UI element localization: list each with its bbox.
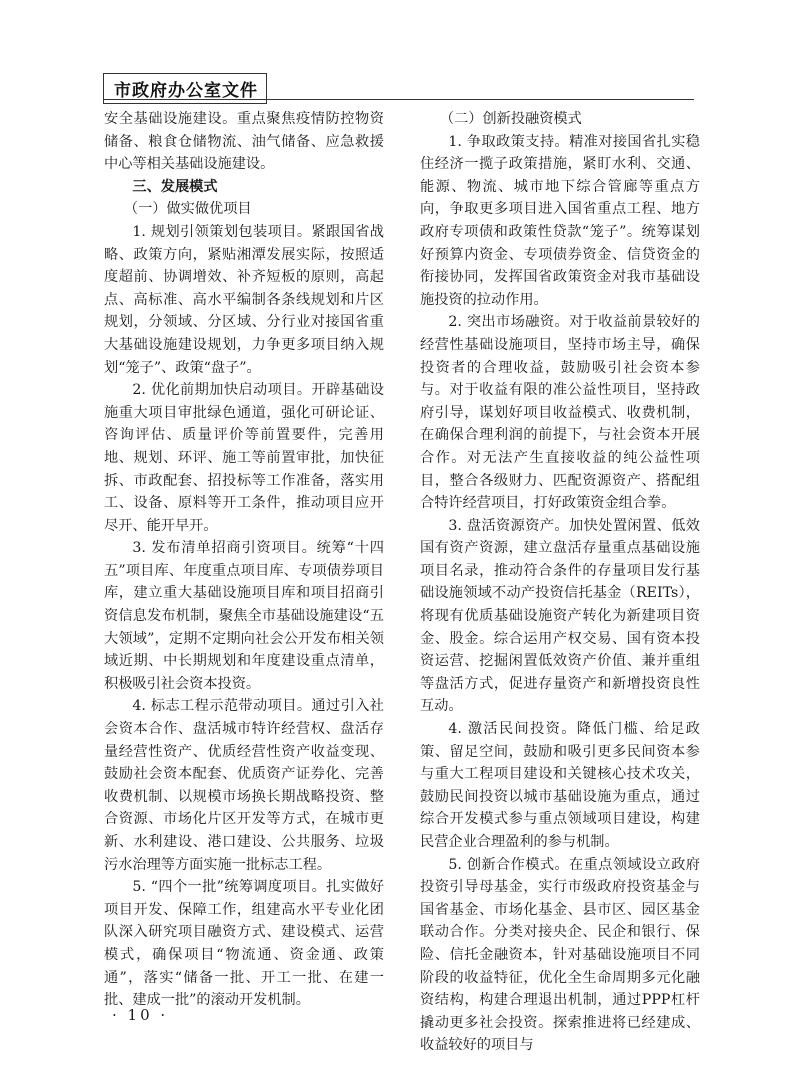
paragraph: 5. 创新合作模式。在重点领域设立政府投资引导母基金，实行市级政府投资基金与国省基金、市场化基金、县市区、园区基金联动合作。分类对接央企、民企和银行、保险、信托金融资本，针对基础设施项目不同阶段的收益特征，优化全生命周期多元化融资结构，构建合理退出机制，通过PPP杠杆撬动更多社会投资。探索推进将已经建成、收益较好的项目与	[420, 856, 700, 1054]
subsection-title: （二）创新投融资模式	[439, 111, 582, 127]
document-header-title: 市政府办公室文件	[103, 73, 267, 104]
page-number: · 10 ·	[112, 1006, 169, 1024]
lead-paragraph: 安全基础设施建设。重点聚焦疫情防控物资储备、粮食仓储物流、油气储备、应急救援中心等相关基础设施建设。	[104, 111, 384, 173]
paragraph: 1. 规划引领策划包装项目。紧跟国省战略、政策方向，紧贴湘潭发展实际，按照适度超前、协调增效、补齐短板的原则，高起点、高标准、高水平编制各条线规划和片区规划，分领域、分区域、分行业对接国省重大基础设施建设规划，力争更多项目纳入规划“笼子”、政策“盘子”。	[104, 223, 384, 376]
section-title: 三、发展模式	[132, 178, 218, 195]
right-column	[420, 108, 700, 1057]
paragraph: 1. 争取政策支持。精准对接国省扎实稳住经济一揽子政策措施，紧盯水利、交通、能源、物流、城市地下综合管廊等重点方向，争取更多项目进入国省重点工程、地方政府专项债和政策性贷款“笼子”。统筹谋划好预算内资金、专项债券资金、信贷资金的衔接协同，发挥国省政策资金对我市基础设施投资的拉动作用。	[420, 133, 700, 308]
paragraph: 2. 突出市场融资。对于收益前景较好的经营性基础设施项目，坚持市场主导，确保投资者的合理收益，鼓励吸引社会资本参与。对于收益有限的准公益性项目，坚持政府引导，谋划好项目收益模式、收费机制，在确保合理利润的前提下，与社会资本开展合作。对无法产生直接收益的纯公益性项目，整合各级财力、匹配资源资产、搭配组合特许经营项目，打好政策资金组合拳。	[420, 314, 700, 512]
paragraph: 4. 标志工程示范带动项目。通过引入社会资本合作、盘活城市特许经营权、盘活存量经营性资产、优质经营性资产收益变现、鼓励社会资本配套、优质资产证券化、完善收费机制、以规模市场换长期战略投资、整合资源、市场化片区开发等方式，在城市更新、水利建设、港口建设、公共服务、垃圾污水治理等方面实施一批标志工程。	[104, 698, 384, 873]
paragraph: 3. 盘活资源资产。加快处置闲置、低效国有资产资源，建立盘活存量重点基础设施项目名录，推动符合条件的存量项目发行基础设施领域不动产投资信托基金（REITs），将现有优质基础设施资产转化为新建项目资金、股金。综合运用产权交易、国有资本投资运营、挖掘闲置低效资产价值、兼并重组等盘活方式，促进存量资产和新增投资良性互动。	[420, 517, 700, 715]
paragraph: 4. 激活民间投资。降低门槛、给足政策、留足空间，鼓励和吸引更多民间资本参与重大工程项目建设和关键核心技术攻关，鼓励民间投资以城市基础设施为重点，通过综合开发模式参与重点领域项目建设，构建民营企业合理盈利的参与机制。	[420, 721, 700, 850]
subsection-title: （一）做实做优项目	[123, 201, 252, 218]
paragraph: 2. 优化前期加快启动项目。开辟基础设施重大项目审批绿色通道，强化可研论证、咨询评估、质量评价等前置要件，完善用地、规划、环评、施工等前置审批，加快征拆、市政配套、招投标等工作准备，落实用工、设备、原料等开工条件，推动项目应开尽开、能开早开。	[104, 382, 384, 534]
left-column	[104, 108, 384, 1012]
paragraph: 5. “四个一批”统筹调度项目。扎实做好项目开发、保障工作，组建高水平专业化团队深入研究项目融资方式、建设模式、运营模式，确保项目“物流通、资金通、政策通”，落实“储备一批、开工一批、在建一批、建成一批”的滚动开发机制。	[104, 879, 384, 1009]
header-divider	[103, 99, 694, 100]
paragraph: 3. 发布清单招商引资项目。统筹“十四五”项目库、年度重点项目库、专项债券项目库，建立重大基础设施项目库和项目招商引资信息发布机制，聚焦全市基础设施建设“五大领域”，定期不定期向社会公开发布相关领域近期、中长期规划和年度建设重点清单，积极吸引社会资本投资。	[104, 540, 384, 692]
